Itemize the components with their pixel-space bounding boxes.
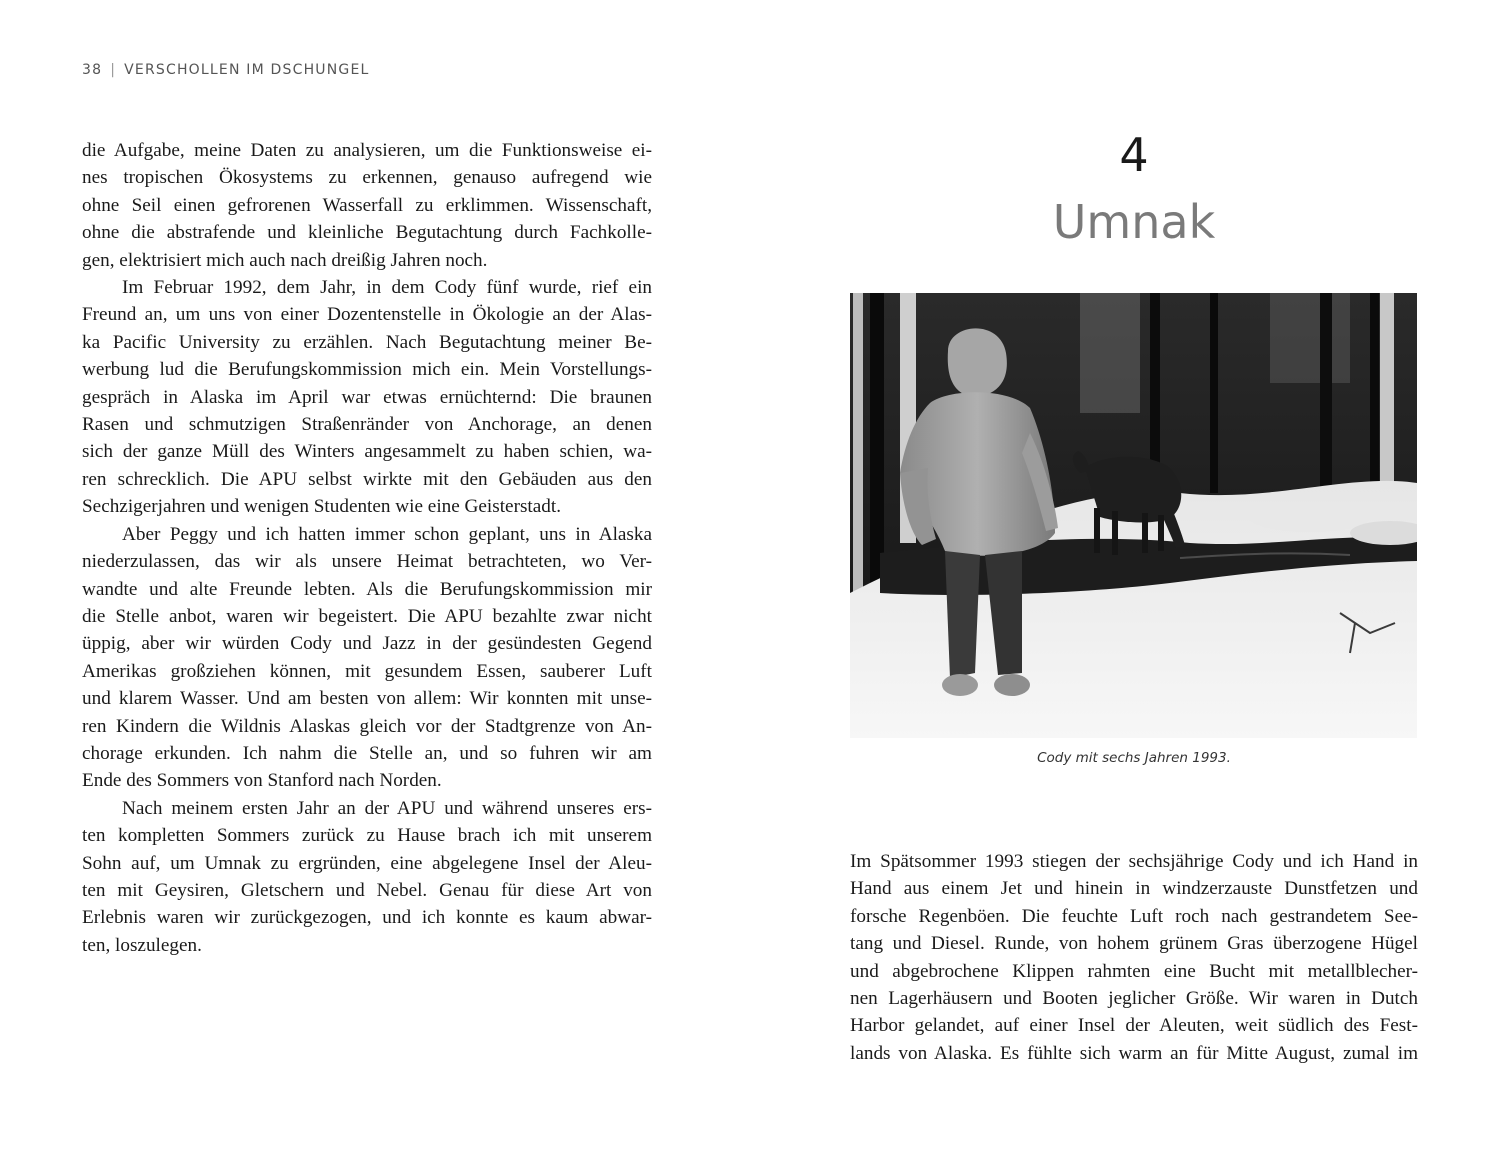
text-line: lands von Alaska. Es fühlte sich warm an für Mitte August, zumal im bbox=[850, 1042, 1418, 1064]
text-line: Freund an, um uns von einer Dozentenstelle in Ökologie an der Alas- bbox=[82, 304, 652, 326]
text-line: Im Februar 1992, dem Jahr, in dem Cody fünf wurde, rief ein bbox=[122, 277, 652, 299]
page-number: 38 bbox=[82, 62, 103, 78]
text-line: und abgebrochene Klippen rahmten eine Bucht mit metallblecher- bbox=[850, 960, 1418, 982]
text-line: Amerikas großziehen können, mit gesundem Essen, sauberer Luft bbox=[82, 660, 652, 682]
text-line: ohne die abstrafende und kleinliche Begutachtung durch Fachkolle- bbox=[82, 222, 652, 244]
text-line: ten, loszulegen. bbox=[82, 934, 202, 956]
text-line: und klarem Wasser. Und am besten von allem: Wir konnten mit unse- bbox=[82, 688, 652, 710]
running-title: VERSCHOLLEN IM DSCHUNGEL bbox=[124, 62, 370, 78]
text-line: die Stelle anbot, waren wir begeistert. Die APU bezahlte zwar nicht bbox=[82, 605, 652, 627]
text-line: nes tropischen Ökosystems zu erkennen, genauso aufregend wie bbox=[82, 167, 652, 189]
text-line: Hand aus einem Jet und hinein in windzerzauste Dunstfetzen und bbox=[850, 878, 1418, 900]
text-line: gespräch in Alaska im April war etwas ernüchternd: Die braunen bbox=[82, 386, 652, 408]
text-line: üppig, aber wir würden Cody und Jazz in der gesündesten Gegend bbox=[82, 633, 652, 655]
chapter-title: Umnak bbox=[1052, 195, 1216, 249]
text-line: ten kompletten Sommers zurück zu Hause brach ich mit unserem bbox=[82, 825, 652, 847]
right-text-column bbox=[850, 848, 1418, 1067]
text-line: Aber Peggy und ich hatten immer schon geplant, uns in Alaska bbox=[122, 523, 652, 545]
text-line: niederzulassen, das wir als unsere Heimat betrachteten, wo Ver- bbox=[82, 551, 652, 573]
text-line: Nach meinem ersten Jahr an der APU und während unseres ers- bbox=[122, 797, 652, 819]
text-line: die Aufgabe, meine Daten zu analysieren, um die Funktionsweise ei- bbox=[82, 140, 652, 161]
text-line: forsche Regenböen. Die feuchte Luft roch nach gestrandetem See- bbox=[850, 905, 1418, 927]
text-line: chorage erkunden. Ich nahm die Stelle an, und so fuhren wir am bbox=[82, 742, 652, 764]
text-line: ren Kindern die Wildnis Alaskas gleich vor der Stadtgrenze von An- bbox=[82, 715, 652, 737]
text-line: nen Lagerhäusern und Booten jeglicher Größe. Wir waren in Dutch bbox=[850, 988, 1418, 1010]
text-line: ka Pacific University zu erzählen. Nach Begutachtung meiner Be- bbox=[82, 331, 652, 353]
text-line: tang und Diesel. Runde, von hohem grünem Gras überzogene Hügel bbox=[850, 933, 1418, 955]
text-line: Harbor gelandet, auf einer Insel der Aleuten, weit südlich des Fest- bbox=[850, 1015, 1418, 1037]
chapter-number: 4 bbox=[1119, 128, 1149, 182]
text-line: Sechzigerjahren und wenigen Studenten wie eine Geisterstadt. bbox=[82, 496, 561, 518]
text-line: Ende des Sommers von Stanford nach Norden. bbox=[82, 770, 442, 792]
running-head bbox=[82, 62, 370, 78]
text-line: Sohn auf, um Umnak zu ergründen, eine abgelegene Insel der Aleu- bbox=[82, 852, 652, 874]
text-line: Im Spätsommer 1993 stiegen der sechsjährige Cody und ich Hand in bbox=[850, 851, 1418, 872]
text-line: sich der ganze Müll des Winters angesammelt zu haben schien, wa- bbox=[82, 441, 652, 463]
text-line: ten mit Geysiren, Gletschern und Nebel. Genau für diese Art von bbox=[82, 879, 652, 901]
left-text-column bbox=[82, 137, 652, 959]
text-line: Rasen und schmutzigen Straßenränder von Anchorage, an denen bbox=[82, 414, 652, 436]
text-line: wandte und alte Freunde lebten. Als die Berufungskommission mir bbox=[82, 578, 652, 600]
text-line: ohne Seil einen gefrorenen Wasserfall zu erklimmen. Wissenschaft, bbox=[82, 194, 652, 216]
text-line: Erlebnis waren wir zurückgezogen, und ich konnte es kaum abwar- bbox=[82, 907, 652, 929]
photo-caption: Cody mit sechs Jahren 1993. bbox=[1037, 750, 1231, 766]
text-line: gen, elektrisiert mich auch nach dreißig Jahren noch. bbox=[82, 249, 488, 271]
chapter-photo bbox=[850, 293, 1417, 738]
text-line: ren schrecklich. Die APU selbst wirkte mit den Gebäuden aus den bbox=[82, 468, 652, 490]
header-separator: | bbox=[110, 62, 117, 78]
text-line: werbung lud die Berufungskommission mich ein. Mein Vorstellungs- bbox=[82, 359, 652, 381]
